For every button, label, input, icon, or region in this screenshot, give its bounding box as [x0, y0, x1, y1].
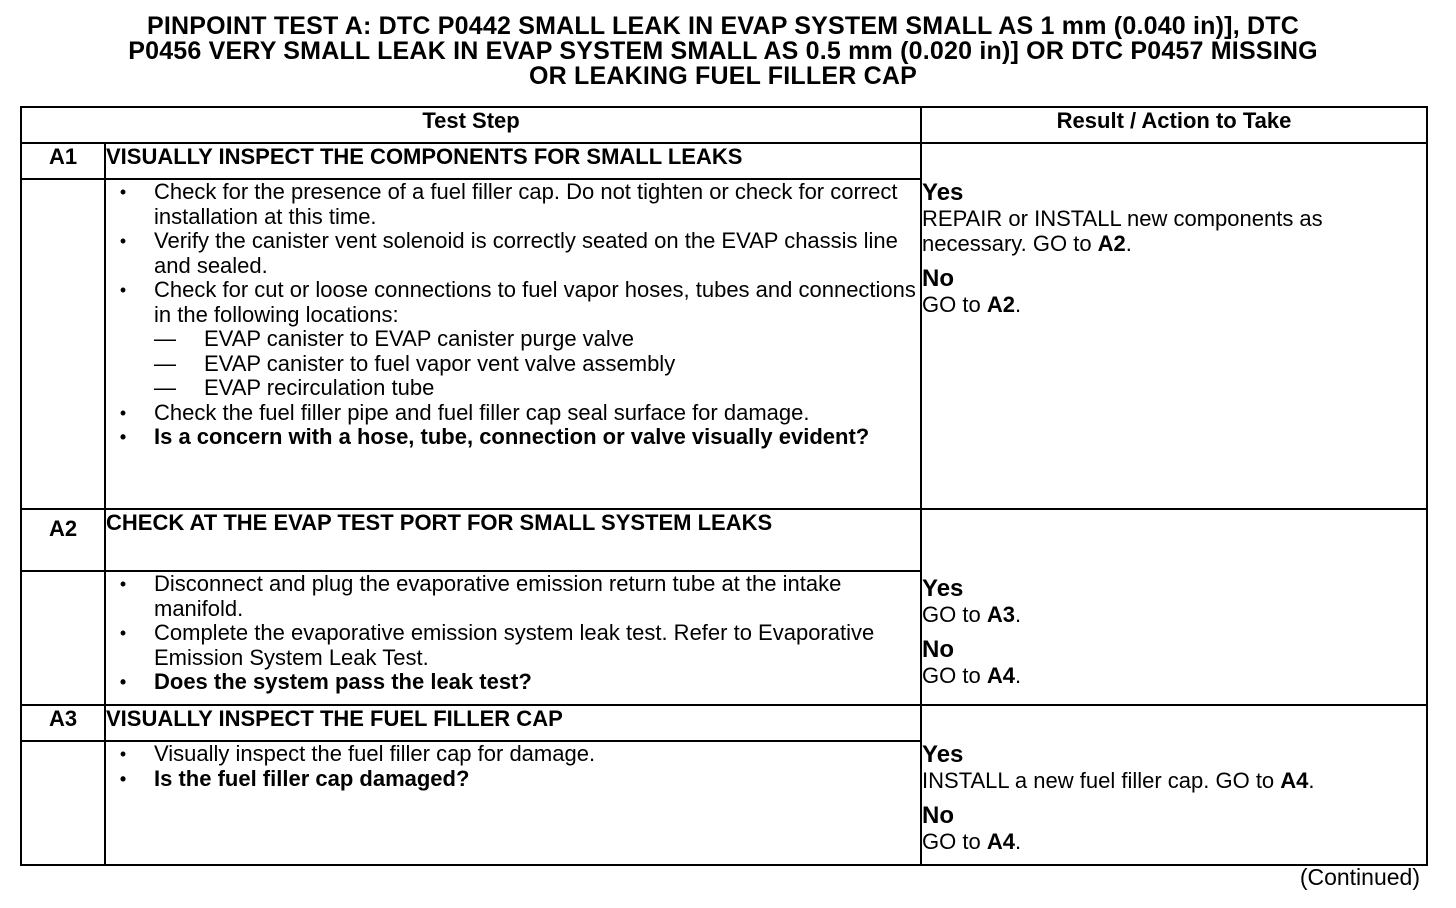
- step-ref: A4: [986, 663, 1015, 688]
- dash-icon: —: [154, 326, 176, 351]
- title-line-1: PINPOINT TEST A: DTC P0442 SMALL LEAK IN EVAP SYSTEM SMALL AS 1 mm (0.040 in)], DTC: [147, 12, 1299, 40]
- step-a1-result: [921, 143, 1427, 509]
- location-list: [154, 327, 920, 401]
- step-a2-title-row: [21, 509, 1427, 571]
- step-ref: A4: [986, 829, 1015, 854]
- location-item: — EVAP canister to EVAP canister purge valve: [154, 326, 635, 351]
- step-ref: A2: [986, 292, 1015, 317]
- step-a1-title-row: [21, 143, 1427, 179]
- step-question: • Does the system pass the leak test?: [106, 670, 920, 695]
- result-header: Result / Action to Take: [921, 107, 1427, 143]
- bullet-icon: •: [119, 768, 127, 789]
- title-line-3: OR LEAKING FUEL FILLER CAP: [528, 62, 918, 90]
- test-step-header: Test Step: [21, 107, 921, 143]
- dash-icon: —: [154, 375, 176, 400]
- step-a2-result: [921, 509, 1427, 705]
- step-a1-procedure: [105, 179, 921, 509]
- bullet-icon: •: [119, 402, 127, 423]
- no-label: No: [922, 802, 955, 829]
- yes-label: Yes: [922, 179, 964, 206]
- yes-action: REPAIR or INSTALL new components as necessary. GO to A2.: [922, 206, 1323, 256]
- title-line-2: P0456 VERY SMALL LEAK IN EVAP SYSTEM SMALL AS 0.5 mm (0.020 in)] OR DTC P0457 MISSING: [128, 37, 1318, 65]
- location-item: — EVAP recirculation tube: [154, 375, 435, 400]
- step-ref: A2: [1097, 231, 1126, 256]
- empty-id-cell: [21, 571, 105, 705]
- step-a3-result: [921, 705, 1427, 865]
- continued-note: (Continued): [1299, 864, 1420, 890]
- step-ref: A4: [1280, 768, 1309, 793]
- step-a3-procedure: [105, 741, 921, 865]
- bullet-icon: •: [119, 280, 127, 300]
- location-item: — EVAP canister to fuel vapor vent valve assembly: [154, 350, 676, 376]
- bullet-icon: •: [119, 672, 127, 692]
- step-id: A2: [21, 509, 105, 571]
- step-question: • Is a concern with a hose, tube, connection or valve visually evident?: [106, 425, 920, 450]
- no-action: GO to A2.: [922, 292, 1022, 317]
- step-title: CHECK AT THE EVAP TEST PORT FOR SMALL SYSTEM LEAKS: [105, 509, 921, 571]
- bullet-icon: •: [119, 574, 127, 594]
- step-bullet: • Check for cut or loose connections to fuel vapor hoses, tubes and connections in the following locations: — EVAP canister to EVAP canister purge valve — EVAP canister to fuel vapor vent valve assembly — EVAP recirculation tube: [106, 278, 920, 401]
- step-id: A3: [21, 705, 105, 741]
- step-a2-procedure: [105, 571, 921, 705]
- step-bullet: • Complete the evaporative emission system leak test. Refer to Evaporative Emission System Leak Test.: [106, 621, 920, 670]
- bullet-icon: •: [119, 231, 127, 251]
- no-label: No: [922, 636, 955, 663]
- step-bullet: • Verify the canister vent solenoid is correctly seated on the EVAP chassis line and sealed.: [106, 229, 920, 278]
- step-a3-title-row: [21, 705, 1427, 741]
- dash-icon: —: [154, 350, 176, 376]
- yes-label: Yes: [922, 575, 964, 602]
- step-question: • Is the fuel filler cap damaged?: [106, 767, 920, 792]
- no-action: GO to A4.: [922, 663, 1022, 688]
- yes-action: INSTALL a new fuel filler cap. GO to A4.: [922, 768, 1315, 793]
- yes-action: GO to A3.: [922, 602, 1022, 627]
- step-bullet: • Visually inspect the fuel filler cap for damage.: [106, 742, 920, 767]
- step-ref: A3: [986, 602, 1015, 627]
- empty-id-cell: [21, 179, 105, 509]
- no-action: GO to A4.: [922, 829, 1022, 854]
- step-title: VISUALLY INSPECT THE FUEL FILLER CAP: [105, 705, 921, 741]
- bullet-icon: •: [119, 182, 127, 202]
- step-bullet: • Check for the presence of a fuel filler cap. Do not tighten or check for correct installation at this time.: [106, 180, 920, 229]
- bullet-icon: •: [119, 744, 127, 764]
- step-bullet: • Check the fuel filler pipe and fuel filler cap seal surface for damage.: [106, 401, 920, 426]
- empty-id-cell: [21, 741, 105, 865]
- pinpoint-test-table: [20, 106, 1428, 866]
- yes-label: Yes: [922, 741, 964, 768]
- bullet-icon: •: [119, 623, 127, 643]
- page-title: [20, 14, 1426, 89]
- no-label: No: [922, 265, 955, 292]
- step-bullet: • Disconnect and plug the evaporative emission return tube at the intake manifold.: [106, 572, 920, 621]
- step-title: VISUALLY INSPECT THE COMPONENTS FOR SMALL LEAKS: [105, 143, 921, 179]
- step-id: A1: [21, 143, 105, 179]
- header-row: [21, 107, 1427, 143]
- bullet-icon: •: [119, 427, 127, 447]
